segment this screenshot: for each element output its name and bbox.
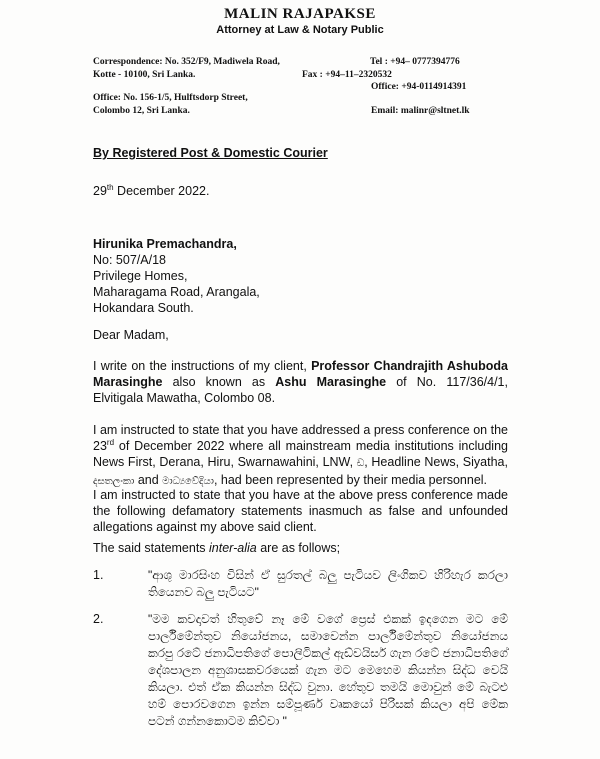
fax-number: Fax : +94–11–2320532: [302, 70, 392, 80]
paragraph-client-instruction: [93, 358, 508, 406]
recipient-address-line: Maharagama Road, Arangala,: [93, 285, 260, 299]
paragraph-defamatory-statements: I am instructed to state that you have at the above press conference made the following defamatory statements inasmuch as false and unfounded allegations against my above said client.: [93, 488, 508, 534]
statement-text: "ආශු මාරසිංහ විසින් ඒ සුරතල් බලු පැටියව ලිංගිකව හිරිහැර කරලා තියෙනව බලු පැටියට": [148, 568, 508, 599]
telephone-number: Tel : +94– 0777394776: [370, 57, 460, 67]
media-name-sinhala: ඩ: [356, 458, 365, 469]
office-address-line1: Office: No. 156-1/5, Hulftsdorp Street,: [93, 93, 248, 103]
client-alias: Ashu Marasinghe: [275, 375, 387, 389]
para2-text: and: [134, 473, 163, 487]
correspondence-address-line1: Correspondence: No. 352/F9, Madiwela Road,: [93, 57, 280, 67]
intro-italic: inter-alia: [209, 541, 257, 555]
para1-text: I write on the instructions of my client,: [93, 359, 312, 373]
date-suffix: th: [106, 182, 114, 192]
statement-number: 2.: [93, 612, 104, 626]
client-name: Professor Chandrajith Ashuboda Marasinghe: [93, 359, 508, 389]
media-name-sinhala: දසතලංකා: [93, 476, 135, 487]
media-name-sinhala: මාධ්‍යවේදියා: [162, 476, 214, 487]
letter-date: [93, 183, 508, 199]
para2-text: I am instructed to state that you have addressed a press conference on the 23: [93, 423, 508, 453]
salutation: Dear Madam,: [93, 328, 169, 342]
email-address: Email: malinr@sltnet.lk: [371, 106, 470, 116]
office-phone-number: Office: +94-0114914391: [371, 82, 467, 92]
delivery-method: By Registered Post & Domestic Courier: [93, 146, 328, 160]
para1-text: of No. 117/36/4/1, Elvitigala Mawatha, Colombo 08.: [93, 375, 508, 405]
statements-intro: [93, 540, 508, 556]
para2-text: , Headline News, Siyatha,: [364, 455, 508, 469]
para2-text: , had been represented by their media personnel.: [213, 473, 488, 487]
para1-text: also known as: [162, 375, 276, 389]
para2-text: of December 2022 where all mainstream media institutions including News First, Derana, Hiru, Swarnawahini, LNW,: [93, 439, 508, 469]
letterhead-title: Attorney at Law & Notary Public: [216, 24, 384, 36]
recipient-address-line: Hokandara South.: [93, 301, 194, 315]
paragraph-press-conference: [93, 422, 508, 490]
statement-text: "මම කවදාවත් හිතුවේ නෑ මේ වගේ ප්‍රෙස් එකක් ඉදගෙන මට මේ පාර්ලිමේන්තුව නියෝජනය, සමාවෙන්න පාර්ලිමේන්තුව නියෝජනය කරපු රටේ ජනාධිපතිගේ පොලිටිකල් ඇඩ්වයිසර් ගැන රටේ ජනාධිපතිගේ දේශපාලන අනුශාසකවරයෙක් ගැන මට මෙහෙම කියන්න සිද්ධ වෙයි කියලා. එත් ඒක කියන්න සිද්ධ වුනා. හේතුව තමයි මොවුන් මේ බැටළු හම් පොරවගෙන ඉන්න සම්පූර්ණ වෘකයෝ පිරිසක් කියලා අපි මේක පටන් ගන්නකොටම කිව්වා ": [148, 612, 508, 728]
recipient-address-line: No: 507/A/18: [93, 253, 166, 267]
intro-text: The said statements: [93, 541, 210, 555]
statement-number: 1.: [93, 568, 104, 582]
intro-text: are as follows;: [256, 541, 341, 555]
office-address-line2: Colombo 12, Sri Lanka.: [93, 106, 190, 116]
letterhead-name: MALIN RAJAPAKSE: [224, 6, 376, 22]
recipient-name: Hirunika Premachandra,: [93, 237, 237, 251]
date-day: 29: [93, 184, 107, 198]
recipient-block: [93, 236, 508, 316]
correspondence-address-line2: Kotte - 10100, Sri Lanka.: [93, 70, 196, 80]
date-suffix: rd: [106, 437, 115, 447]
recipient-address-line: Privilege Homes,: [93, 269, 188, 283]
date-rest: December 2022.: [113, 184, 210, 198]
